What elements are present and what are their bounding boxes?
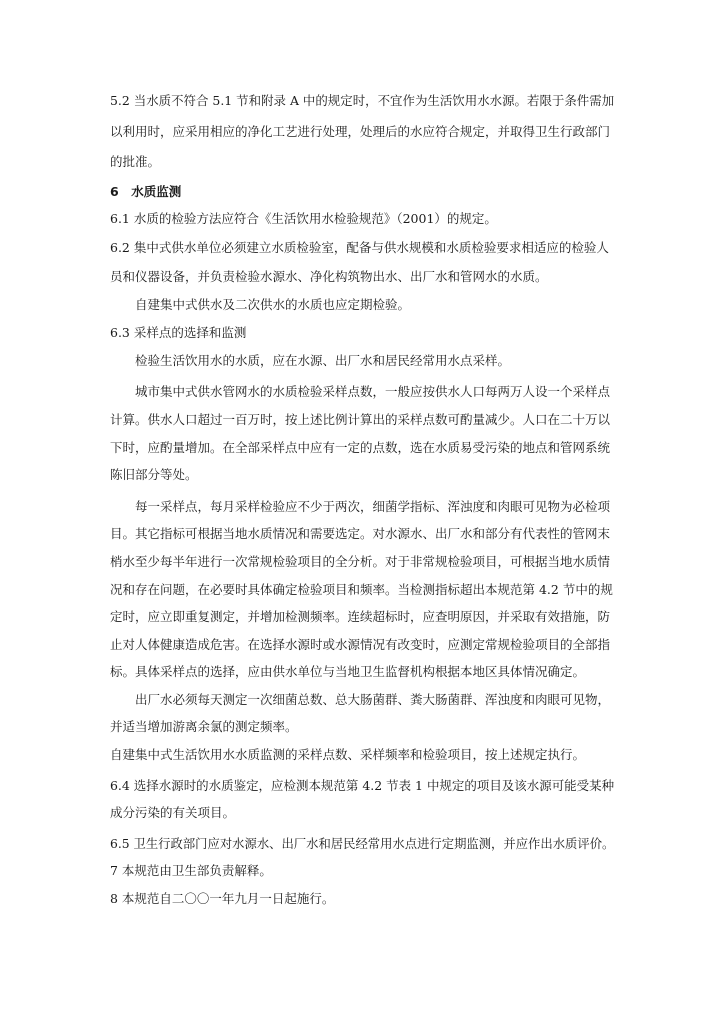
- para-5-2-line-2: 以利用时，应采用相应的净化工艺进行处理，处理后的水应符合规定，并取得卫生行政部门: [110, 124, 611, 139]
- para-8: 8 本规范自二〇〇一年九月一日起施行。: [110, 891, 335, 906]
- section-6-3-heading: 6.3 采样点的选择和监测: [110, 325, 247, 340]
- para-6-3-d-line-2: 并适当增加游离余氯的测定频率。: [110, 719, 298, 734]
- para-5-2-line-3: 的批准。: [110, 154, 161, 169]
- para-6-3-c-line-5: 定时，应立即重复测定，并增加检测频率。连续超标时，应查明原因，并采取有效措施，防: [110, 609, 611, 624]
- para-6-3-e: 自建集中式生活饮用水水质监测的采样点数、采样频率和检验项目，按上述规定执行。: [110, 747, 586, 762]
- para-6-3-a: 检验生活饮用水的水质，应在水源、出厂水和居民经常用水点采样。: [135, 353, 511, 368]
- para-6-2-line-2: 员和仪器设备，并负责检验水源水、净化构筑物出水、出厂水和管网水的水质。: [110, 269, 548, 284]
- para-6-3-c-line-4: 况和存在问题，在必要时具体确定检验项目和频率。当检测指标超出本规范第 4.2 节中的规: [110, 582, 613, 597]
- para-6-1: 6.1 水质的检验方法应符合《生活饮用水检验规范》（2001）的规定。: [110, 211, 497, 226]
- para-6-3-b-line-1: 城市集中式供水管网水的水质检验采样点数，一般应按供水人口每两万人设一个采样点: [135, 384, 611, 399]
- para-6-2-line-1: 6.2 集中式供水单位必须建立水质检验室，配备与供水规模和水质检验要求相适应的检验人: [110, 240, 609, 255]
- para-6-3-b-line-4: 陈旧部分等处。: [110, 467, 198, 482]
- para-6-3-c-line-7: 标。具体采样点的选择，应由供水单位与当地卫生监督机构根据本地区具体情况确定。: [110, 664, 586, 679]
- para-6-5: 6.5 卫生行政部门应对水源水、出厂水和居民经常用水点进行定期监测，并应作出水质评价。: [110, 836, 615, 851]
- para-7: 7 本规范由卫生部负责解释。: [110, 863, 272, 878]
- para-6-3-d-line-1: 出厂水必须每天测定一次细菌总数、总大肠菌群、粪大肠菌群、浑浊度和肉眼可见物，: [135, 692, 611, 707]
- para-6-3-c-line-3: 梢水至少每半年进行一次常规检验项目的全分析。对于非常规检验项目，可根据当地水质情: [110, 554, 611, 569]
- para-6-4-line-1: 6.4 选择水源时的水质鉴定，应检测本规范第 4.2 节表 1 中规定的项目及该水源可能受某种: [110, 778, 615, 793]
- para-6-3-c-line-6: 止对人体健康造成危害。在选择水源时或水源情况有改变时，应测定常规检验项目的全部指: [110, 637, 611, 652]
- para-6-3-c-line-2: 目。其它指标可根据当地水质情况和需要选定。对水源水、出厂水和部分有代表性的管网末: [110, 526, 611, 541]
- para-5-2-line-1: 5.2 当水质不符合 5.1 节和附录 A 中的规定时，不宜作为生活饮用水水源。若限于条件需加: [110, 93, 615, 108]
- para-6-3-c-line-1: 每一采样点，每月采样检验应不少于两次，细菌学指标、浑浊度和肉眼可见物为必检项: [135, 499, 611, 514]
- para-6-4-line-2: 成分污染的有关项目。: [110, 805, 236, 820]
- para-6-2-line-3: 自建集中式供水及二次供水的水质也应定期检验。: [135, 297, 411, 312]
- para-6-3-b-line-3: 下时，应酌量增加。在全部采样点中应有一定的点数，选在水质易受污染的地点和管网系统: [110, 440, 611, 455]
- para-6-3-b-line-2: 计算。供水人口超过一百万时，按上述比例计算出的采样点数可酌量减少。人口在二十万以: [110, 412, 611, 427]
- section-6-heading: 6 水质监测: [110, 184, 182, 199]
